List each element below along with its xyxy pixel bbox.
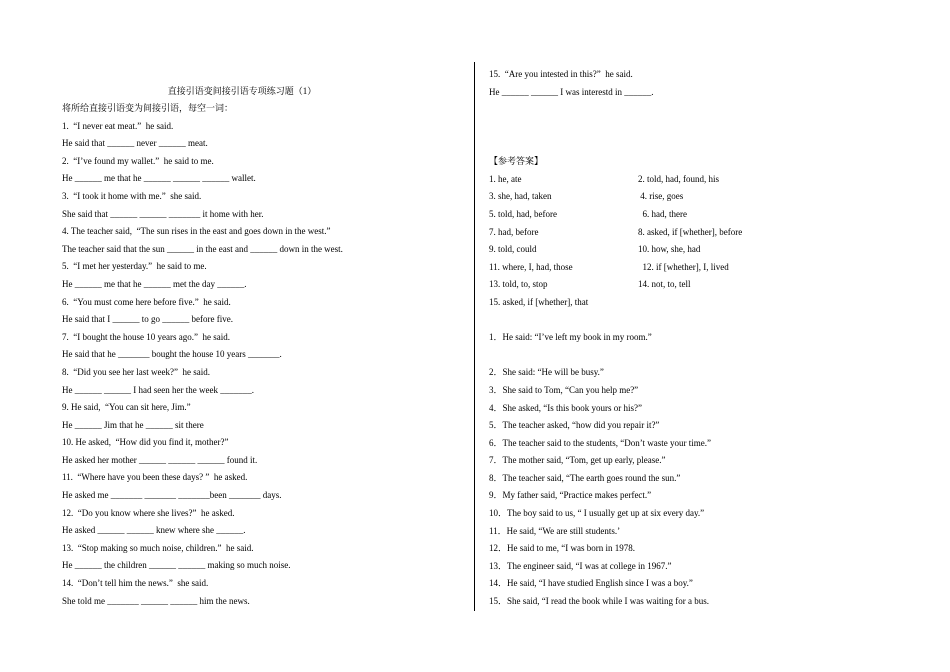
question-15: 15. “Are you intested in this?” he said. xyxy=(489,69,633,79)
answer-item: 5. told, had, before xyxy=(489,208,557,219)
answer-row xyxy=(489,188,909,206)
exercise-line: She told me _______ ______ ______ him the news. xyxy=(62,595,250,606)
exercise-line: She said that ______ ______ _______ it home with her. xyxy=(62,208,264,219)
extra-exercise-line: 7．The mother said, “Tom, get up early, please.” xyxy=(489,455,666,466)
answer-key-heading: 【参考答案】 xyxy=(489,156,544,167)
extra-exercise-list xyxy=(489,329,909,611)
answer-row xyxy=(489,206,909,224)
worksheet-title: 直接引语变间接引语专项练习题（1） xyxy=(167,86,317,96)
extra-exercise-line: 11．He said, “We are still students.’ xyxy=(489,525,621,536)
extra-exercise-line: 6．The teacher said to the students, “Don’t waste your time.” xyxy=(489,437,712,448)
exercise-line: 10. He asked, “How did you find it, mother?” xyxy=(62,437,229,448)
extra-exercise-line: 3．She said to Tom, “Can you help me?” xyxy=(489,384,639,395)
exercise-line: 3. “I took it home with me.” she said. xyxy=(62,190,202,201)
answer-item: 6. had, there xyxy=(638,208,687,219)
extra-exercise-line: 12．He said to me, “I was born in 1978. xyxy=(489,543,635,554)
answer-row xyxy=(489,276,909,294)
left-column xyxy=(62,82,462,610)
extra-exercise-line: 10．The boy said to us, “ I usually get up at six every day.” xyxy=(489,508,705,519)
answer-item: 9. told, could xyxy=(489,244,537,255)
exercise-line: 6. “You must come here before five.” he said. xyxy=(62,296,231,307)
column-divider xyxy=(474,62,475,611)
answer-row xyxy=(489,259,909,277)
question-15-answer-line: He ______ ______ I was interestd in ______. xyxy=(489,86,654,97)
exercise-line: 7. “I bought the house 10 years ago.” he said. xyxy=(62,331,230,342)
answer-item: 10. how, she, had xyxy=(638,244,701,255)
exercise-line: He said that he _______ bought the house 10 years _______. xyxy=(62,349,282,360)
exercise-line: 4. The teacher said, “The sun rises in the east and goes down in the west.” xyxy=(62,226,331,237)
answer-row xyxy=(489,171,909,189)
answer-item: 14. not, to, tell xyxy=(638,279,691,290)
exercise-line: 9. He said, “You can sit here, Jim.” xyxy=(62,402,191,413)
answer-row xyxy=(489,224,909,242)
exercise-line: He ______ the children ______ ______ making so much noise. xyxy=(62,560,291,571)
exercise-line: 8. “Did you see her last week?” he said. xyxy=(62,366,210,377)
instruction: 将所给直接引语变为间接引语，每空一词： xyxy=(62,103,234,113)
exercise-line: He asked ______ ______ knew where she ______. xyxy=(62,525,246,536)
answer-item: 7. had, before xyxy=(489,226,539,237)
right-column xyxy=(489,66,909,611)
exercise-line: He said that ______ never ______ meat. xyxy=(62,138,208,149)
exercise-line: 13. “Stop making so much noise, children.” he said. xyxy=(62,542,254,553)
exercise-line: He ______ ______ I had seen her the week _______. xyxy=(62,384,254,395)
exercise-line: He ______ me that he ______ met the day ______. xyxy=(62,278,247,289)
exercise-line: 12. “Do you know where she lives?” he asked. xyxy=(62,507,235,518)
answer-item: 2. told, had, found, his xyxy=(638,173,719,184)
exercise-line: He asked her mother ______ ______ ______ found it. xyxy=(62,454,258,465)
extra-exercise-line: 2．She said: “He will be busy.” xyxy=(489,367,604,378)
exercise-line: He ______ me that he ______ ______ ______ wallet. xyxy=(62,173,256,184)
extra-exercise-line: 9．My father said, “Practice makes perfect.” xyxy=(489,490,652,501)
extra-exercise-line: 4．She asked, “Is this book yours or his?” xyxy=(489,402,642,413)
extra-exercise-line: 1．He said: “I’ve left my book in my room.” xyxy=(489,332,652,343)
answer-item: 1. he, ate xyxy=(489,173,522,184)
answer-key xyxy=(489,171,909,294)
exercise-line: 5. “I met her yesterday.” he said to me. xyxy=(62,261,207,272)
exercise-line: He said that I ______ to go ______ before five. xyxy=(62,314,233,325)
answer-15: 15. asked, if [whether], that xyxy=(489,296,589,307)
answer-item: 11. where, I, had, those xyxy=(489,261,573,272)
extra-exercise-line: 14．He said, “I have studied English since I was a boy.” xyxy=(489,578,693,589)
exercise-line: He asked me _______ _______ _______been _______ days. xyxy=(62,490,282,501)
answer-item: 12. if [whether], I, lived xyxy=(638,261,729,272)
exercise-line: He ______ Jim that he ______ sit there xyxy=(62,419,204,430)
answer-row xyxy=(489,241,909,259)
answer-item: 8. asked, if [whether], before xyxy=(638,226,743,237)
extra-exercise-line: 15．She said, “I read the book while I was waiting for a bus. xyxy=(489,596,709,607)
exercise-line: 2. “I’ve found my wallet.” he said to me. xyxy=(62,155,214,166)
exercise-line: 11. “Where have you been these days? ” he asked. xyxy=(62,472,248,483)
extra-exercise-line: 5．The teacher asked, “how did you repair it?” xyxy=(489,420,660,431)
answer-item: 13. told, to, stop xyxy=(489,279,548,290)
exercise-line: 14. “Don’t tell him the news.” she said. xyxy=(62,578,209,589)
exercise-line: 1. “I never eat meat.” he said. xyxy=(62,120,174,131)
answer-item: 3. she, had, taken xyxy=(489,191,552,202)
extra-exercise-line: 13．The engineer said, “I was at college in 1967.” xyxy=(489,560,672,571)
exercise-line: The teacher said that the sun ______ in the east and ______ down in the west. xyxy=(62,243,343,254)
extra-exercise-line: 8．The teacher said, “The earth goes round the sun.” xyxy=(489,472,681,483)
answer-item: 4. rise, goes xyxy=(638,191,684,202)
exercise-list xyxy=(62,118,462,611)
